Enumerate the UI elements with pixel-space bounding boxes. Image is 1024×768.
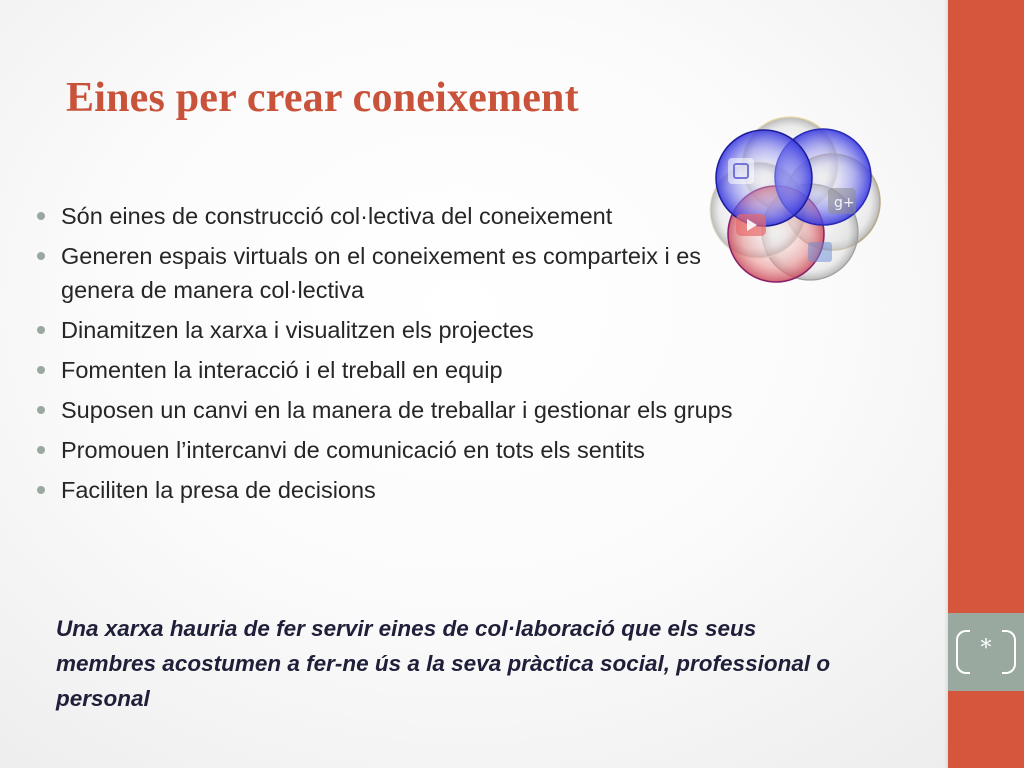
bullet-item xyxy=(36,393,736,427)
bullet-item xyxy=(36,313,736,347)
bullet-text: Faciliten la presa de decisions xyxy=(61,477,376,503)
social-media-venn-icon xyxy=(700,110,890,290)
bullet-item xyxy=(36,239,736,307)
blogger-icon xyxy=(728,158,754,184)
bullet-text: Són eines de construcció col·lectiva del coneixement xyxy=(61,203,613,229)
bullet-dot-icon xyxy=(37,406,45,414)
bullet-item xyxy=(36,433,736,467)
bullet-list xyxy=(36,199,736,513)
bullet-text: Fomenten la interacció i el treball en equip xyxy=(61,357,503,383)
bullet-item xyxy=(36,473,736,507)
bullet-text: Dinamitzen la xarxa i visualitzen els projectes xyxy=(61,317,534,343)
bullet-text: Generen espais virtuals on el coneixement es comparteix i es genera de manera col·lectiva xyxy=(61,243,702,303)
slide-number: * xyxy=(980,636,992,661)
slide-title: Eines per crear coneixement xyxy=(66,75,579,121)
bullet-dot-icon xyxy=(37,366,45,374)
closing-quote: Una xarxa hauria de fer servir eines de col·laboració que els seus membres acostumen a fer-ne ús a la seva pràctica social, professional o personal xyxy=(56,616,831,711)
bullet-dot-icon xyxy=(37,486,45,494)
bullet-dot-icon xyxy=(37,212,45,220)
bullet-dot-icon xyxy=(37,326,45,334)
bullet-text: Promouen l’intercanvi de comunicació en tots els sentits xyxy=(61,437,645,463)
googleplus-glyph: g+ xyxy=(834,195,855,211)
bullet-item xyxy=(36,353,736,387)
bullet-item xyxy=(36,199,736,233)
slide-number-box xyxy=(948,613,1024,691)
bullet-dot-icon xyxy=(37,252,45,260)
bullet-dot-icon xyxy=(37,446,45,454)
bullet-text: Suposen un canvi en la manera de treballar i gestionar els grups xyxy=(61,397,733,423)
slide-number-frame xyxy=(956,630,1016,674)
app-icon xyxy=(808,242,832,262)
